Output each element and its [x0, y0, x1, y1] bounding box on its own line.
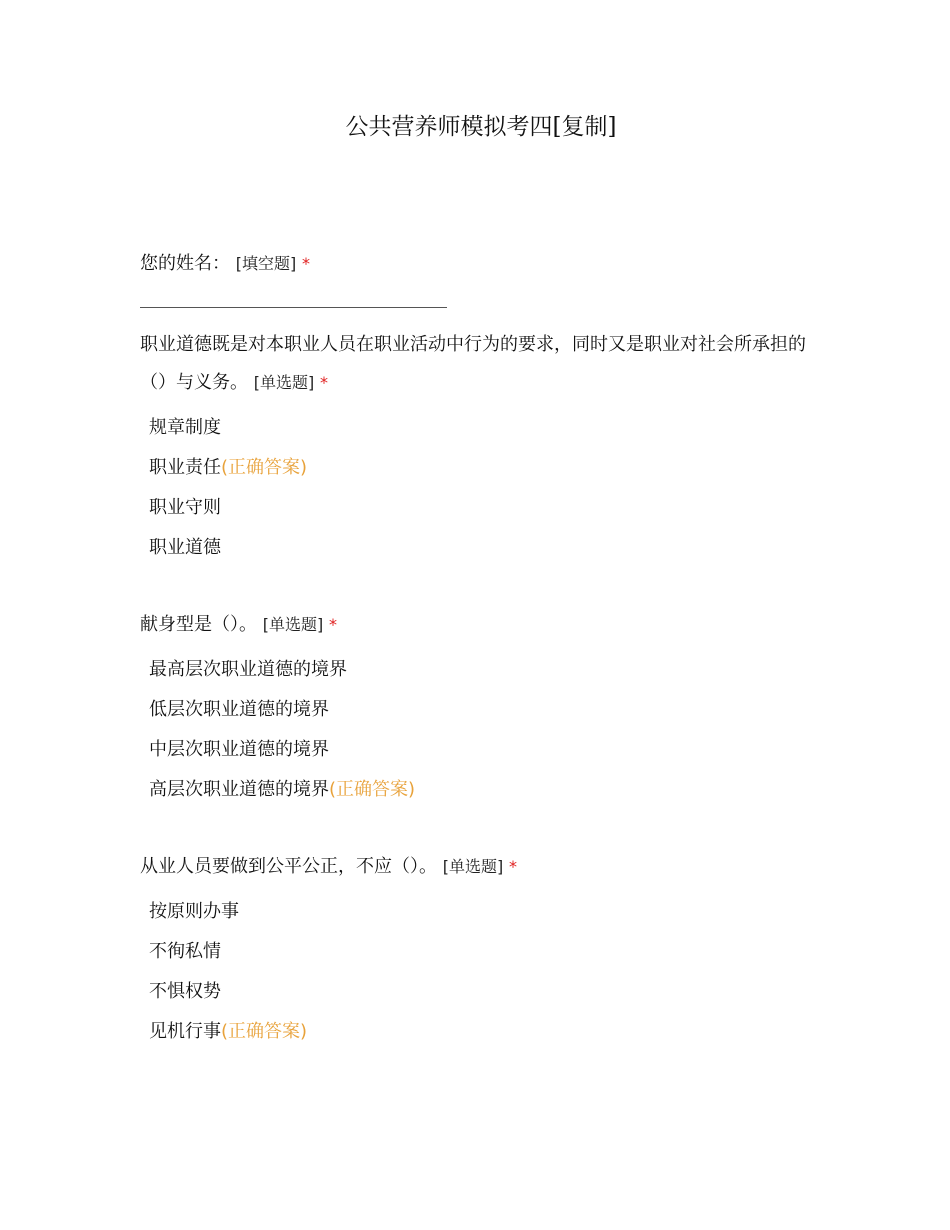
question-4-type: [单选题]	[442, 857, 504, 876]
question-3-text: 献身型是（）。	[140, 614, 257, 635]
question-3-option-4[interactable]	[149, 777, 415, 803]
question-1-label	[140, 245, 820, 283]
option-label: 见机行事	[149, 1021, 221, 1042]
question-3-option-2[interactable]	[149, 697, 329, 723]
question-2-option-1[interactable]	[149, 415, 221, 441]
required-mark: *	[301, 254, 310, 273]
question-2-option-3[interactable]	[149, 495, 221, 521]
question-2-text: 职业道德既是对本职业人员在职业活动中行为的要求，同时又是职业对社会所承担的（）与义务。	[140, 334, 806, 393]
question-3-option-3[interactable]	[149, 737, 329, 763]
option-label: 不徇私情	[149, 941, 221, 962]
option-label: 不惧权势	[149, 981, 221, 1002]
question-3-label	[140, 606, 820, 644]
question-4-option-3[interactable]	[149, 979, 221, 1005]
question-2-type: [单选题]	[253, 373, 315, 392]
question-3-option-1[interactable]	[149, 657, 347, 683]
option-label: 职业道德	[149, 537, 221, 558]
question-1-type: [填空题]	[235, 254, 297, 273]
correct-answer-tag: (正确答案)	[221, 1021, 308, 1042]
question-1-text: 您的姓名：	[140, 253, 230, 274]
option-label: 职业守则	[149, 497, 221, 518]
page-title: 公共营养师模拟考四[复制]	[345, 114, 617, 140]
question-4-option-4[interactable]	[149, 1019, 307, 1045]
required-mark: *	[508, 857, 517, 876]
option-label: 高层次职业道德的境界	[149, 779, 329, 800]
question-4-option-1[interactable]	[149, 899, 239, 925]
name-input-line[interactable]	[140, 307, 447, 308]
required-mark: *	[328, 615, 337, 634]
correct-answer-tag: (正确答案)	[329, 779, 416, 800]
question-2-label	[140, 326, 820, 402]
option-label: 最高层次职业道德的境界	[149, 659, 347, 680]
option-label: 按原则办事	[149, 901, 239, 922]
question-2-option-4[interactable]	[149, 535, 221, 561]
option-label: 职业责任	[149, 457, 221, 478]
option-label: 中层次职业道德的境界	[149, 739, 329, 760]
correct-answer-tag: (正确答案)	[221, 457, 308, 478]
option-label: 规章制度	[149, 417, 221, 438]
option-label: 低层次职业道德的境界	[149, 699, 329, 720]
required-mark: *	[319, 373, 328, 392]
question-4-text: 从业人员要做到公平公正，不应（）。	[140, 856, 437, 877]
question-4-option-2[interactable]	[149, 939, 221, 965]
question-2-option-2[interactable]	[149, 455, 307, 481]
question-4-label	[140, 848, 820, 886]
question-3-type: [单选题]	[262, 615, 324, 634]
